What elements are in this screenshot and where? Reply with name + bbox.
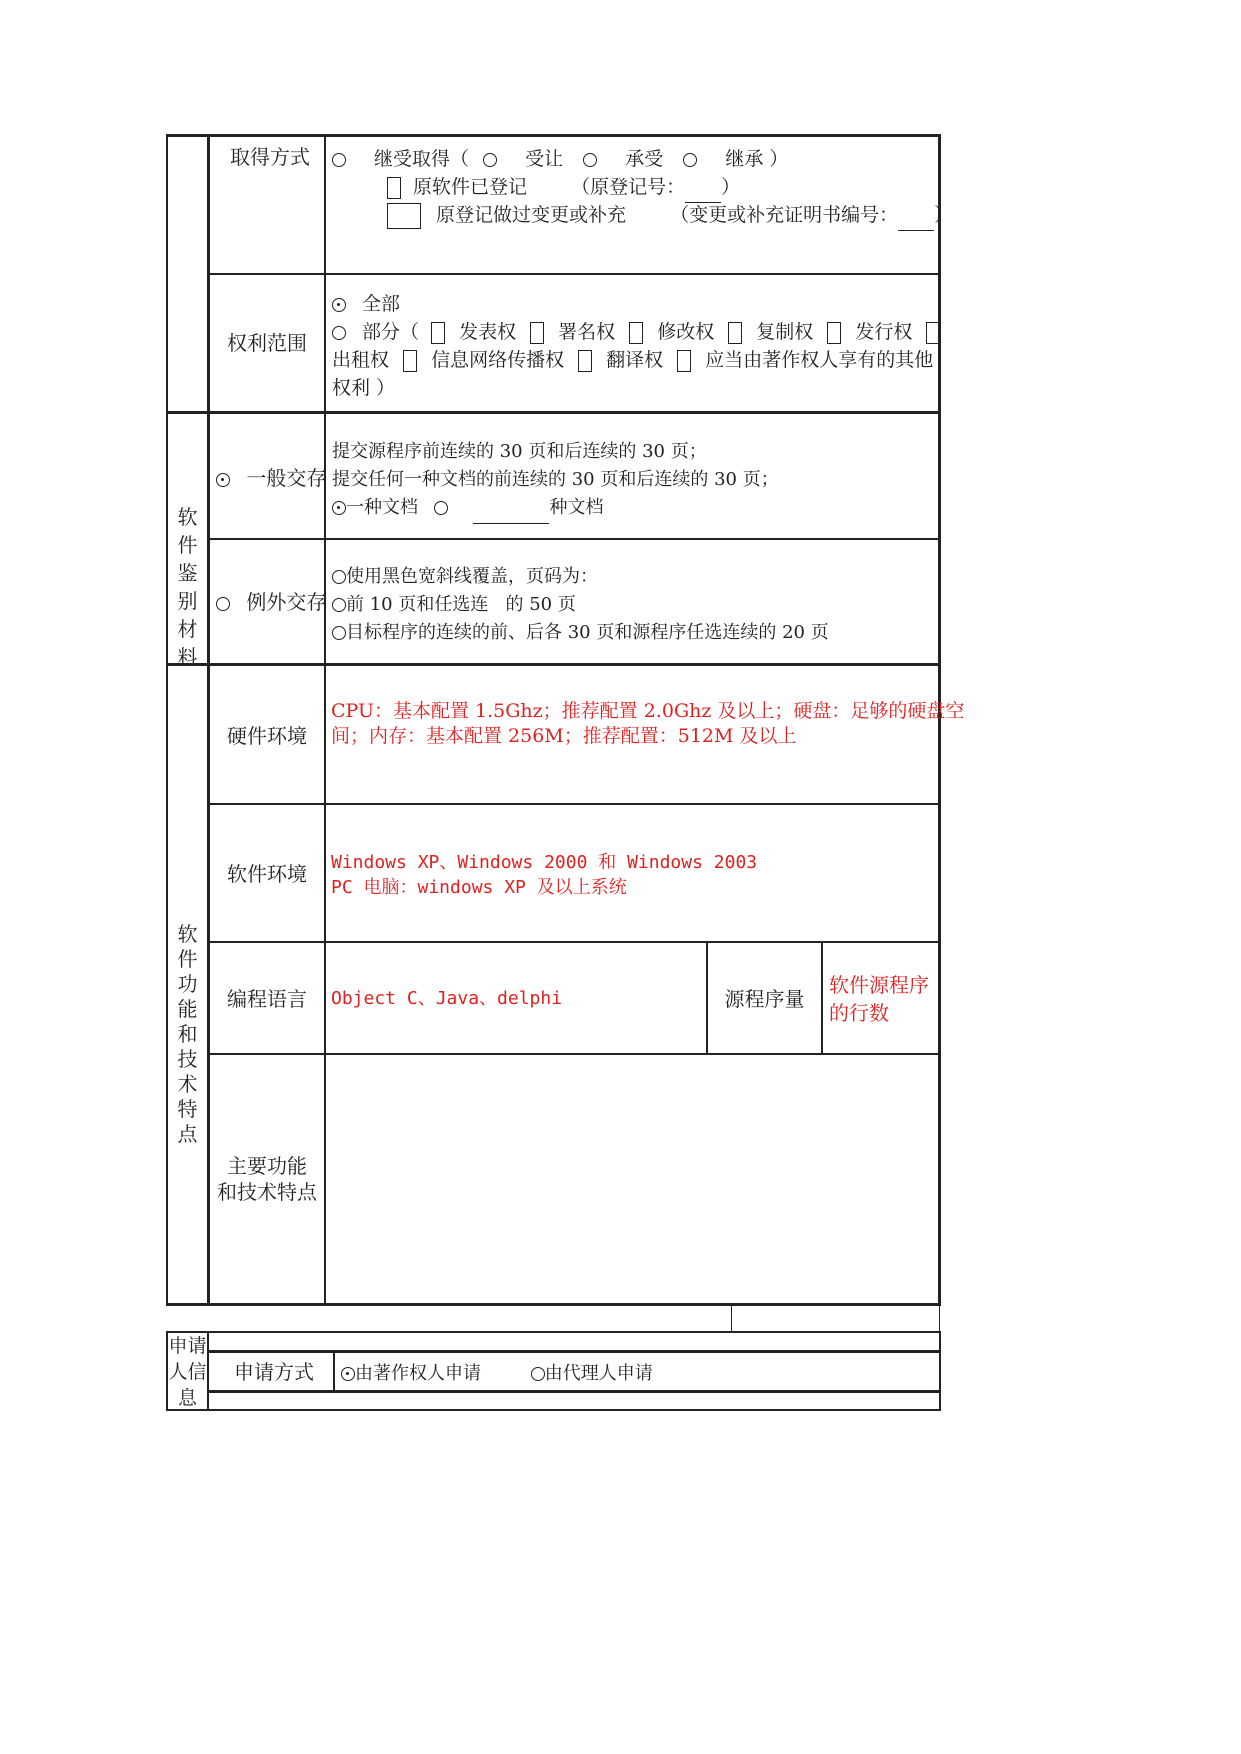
right-publish: 发表权: [459, 321, 517, 343]
change-no-field[interactable]: [898, 200, 934, 231]
scope-label: 权利范围: [227, 331, 307, 355]
main-features-field[interactable]: [326, 1055, 938, 1303]
scope-all-label: 全部: [362, 293, 401, 315]
source-amount-value-2: 的行数: [829, 1001, 889, 1025]
general-line1: 提交源程序前连续的 30 页和后连续的 30 页；: [332, 441, 707, 462]
right-modify-checkbox[interactable]: [629, 322, 643, 344]
right-copy: 复制权: [756, 321, 814, 343]
change-no-label: （变更或补充证明书编号：: [670, 204, 899, 226]
general-deposit-radio[interactable]: [216, 473, 230, 487]
right-network: 信息网络传播权: [431, 349, 565, 371]
exception-line1: [332, 562, 598, 592]
registered-checkbox[interactable]: [387, 177, 401, 199]
general-line3: [332, 493, 603, 524]
registered-line: [387, 172, 740, 203]
general-deposit-label: 一般交存: [246, 466, 327, 490]
apply-method-label: 申请方式: [234, 1360, 314, 1384]
source-amount-value-1: 软件源程序: [829, 973, 929, 997]
applicant-side-label: [168, 1333, 207, 1411]
general-line2: 提交任何一种文档的前连续的 30 页和后连续的 30 页；: [332, 469, 779, 490]
applicant-side-1: 申请: [168, 1335, 207, 1357]
changed-label: 原登记做过变更或补充: [436, 204, 627, 226]
scope-partial-line: [332, 317, 940, 347]
apply-agent-radio[interactable]: [531, 1367, 545, 1381]
exception-opt1-label: 使用黑色宽斜线覆盖，页码为：: [346, 566, 598, 587]
assign-label: 受让: [525, 148, 564, 170]
change-no-close: ）: [934, 204, 954, 226]
hardware-label: 硬件环境: [227, 724, 307, 748]
succeed-radio[interactable]: [683, 153, 697, 167]
right-copy-checkbox[interactable]: [728, 322, 742, 344]
right-rent: 出租权: [332, 349, 390, 371]
main-features-label-1: 主要功能: [227, 1154, 307, 1178]
language-value: Object C、Java、delphi: [331, 988, 563, 1009]
exception-opt3-label: 目标程序的连续的前、后各 30 页和源程序任选连续的 20 页: [346, 622, 829, 643]
apply-owner-label: 由著作权人申请: [355, 1363, 481, 1384]
doc-count-field[interactable]: [473, 493, 549, 524]
reg-no-close: ）: [721, 176, 741, 198]
accept-label: 承受: [625, 148, 664, 170]
main-features-label-2: 和技术特点: [217, 1180, 317, 1204]
one-doc-radio[interactable]: [332, 501, 346, 515]
software-line2: PC 电脑：windows XP 及以上系统: [331, 877, 627, 898]
exception-deposit-option: [216, 587, 326, 617]
applicant-side-2: 人信: [168, 1361, 207, 1383]
language-label: 编程语言: [227, 987, 307, 1011]
right-sign: 署名权: [558, 321, 616, 343]
material-side-label: [168, 503, 207, 671]
scope-tail: 权利 ）: [332, 377, 396, 399]
material-side-1: 软件: [177, 505, 198, 557]
right-distribute-checkbox[interactable]: [827, 322, 841, 344]
n-doc-label: 种文档: [549, 497, 604, 518]
apply-agent-label: 由代理人申请: [544, 1363, 653, 1384]
software-label: 软件环境: [227, 862, 307, 886]
right-other-checkbox[interactable]: [677, 350, 691, 372]
inherit-radio[interactable]: [332, 153, 346, 167]
right-translate-checkbox[interactable]: [578, 350, 592, 372]
features-side-label: [168, 922, 207, 1147]
right-other: 应当由著作权人享有的其他: [705, 349, 934, 371]
scope-partial-label: 部分（: [362, 321, 420, 343]
acquisition-line1: [332, 144, 788, 174]
hardware-line1: CPU：基本配置 1.5Ghz；推荐配置 2.0Ghz 及以上；硬盘：足够的硬盘空: [331, 700, 965, 722]
n-doc-radio[interactable]: [434, 501, 448, 515]
features-side-3: 和技: [177, 1022, 198, 1071]
acquisition-label: 取得方式: [230, 145, 310, 169]
one-doc-label: 一种文档: [346, 497, 418, 518]
right-rent-checkbox[interactable]: [926, 322, 940, 344]
right-modify: 修改权: [657, 321, 715, 343]
right-sign-checkbox[interactable]: [530, 322, 544, 344]
features-side-1: 软件: [177, 922, 198, 971]
succeed-label: 继承 ）: [725, 148, 789, 170]
hardware-line2: 间；内存：基本配置 256M；推荐配置：512M 及以上: [331, 725, 797, 747]
exception-opt3-radio[interactable]: [332, 626, 346, 640]
exception-opt2-radio[interactable]: [332, 598, 346, 612]
features-side-5: 点: [177, 1122, 198, 1146]
right-publish-checkbox[interactable]: [431, 322, 445, 344]
source-amount-label: 源程序量: [724, 987, 805, 1011]
reg-no-label: （原登记号：: [571, 176, 686, 198]
right-translate: 翻译权: [606, 349, 664, 371]
material-side-2: 鉴别: [177, 561, 198, 613]
exception-line2: [332, 590, 576, 620]
right-network-checkbox[interactable]: [403, 350, 417, 372]
apply-owner-radio[interactable]: [341, 1367, 355, 1381]
material-side-3: 材料: [177, 617, 198, 669]
scope-line3: [332, 345, 933, 375]
features-side-2: 功能: [177, 972, 198, 1021]
exception-deposit-label: 例外交存: [246, 590, 327, 614]
exception-opt2-label: 前 10 页和任选连 的 50 页: [346, 594, 576, 615]
exception-line3: [332, 618, 829, 648]
right-distribute: 发行权: [855, 321, 913, 343]
changed-line: [387, 200, 953, 231]
general-deposit-option: [216, 463, 326, 493]
exception-opt1-radio[interactable]: [332, 570, 346, 584]
features-side-4: 术特: [177, 1072, 198, 1121]
changed-checkbox[interactable]: [387, 203, 421, 229]
assign-radio[interactable]: [483, 153, 497, 167]
inherit-label: 继受取得（: [374, 148, 470, 170]
accept-radio[interactable]: [583, 153, 597, 167]
scope-all-radio[interactable]: [332, 298, 346, 312]
applicant-side-3: 息: [177, 1387, 197, 1409]
reg-no-field[interactable]: [685, 172, 721, 203]
exception-deposit-radio[interactable]: [216, 597, 230, 611]
registered-label: 原软件已登记: [413, 176, 528, 198]
software-line1: Windows XP、Windows 2000 和 Windows 2003: [331, 852, 758, 873]
scope-all-line: [332, 289, 400, 319]
scope-partial-radio[interactable]: [332, 326, 346, 340]
main-features-label: [210, 1153, 324, 1205]
apply-method-options: [341, 1359, 653, 1389]
